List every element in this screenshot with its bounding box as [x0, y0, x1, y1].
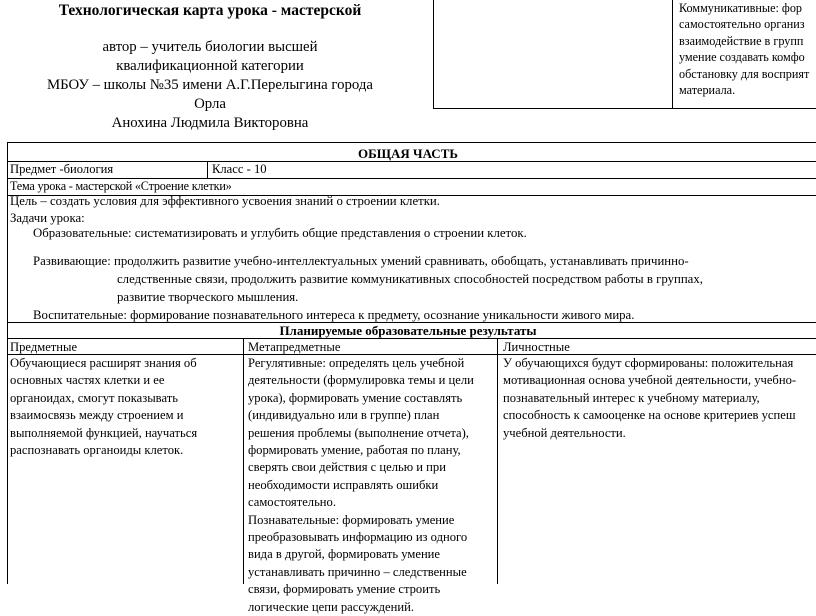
communicative-line: материала.	[679, 83, 736, 98]
developing-task-line: следственные связи, продолжить развитие коммуникативных способностей посредством работы в группах,	[117, 272, 703, 286]
communicative-line: взаимодействие в групп	[679, 33, 804, 48]
personal-results-line: способность к самооценке на основе критериев успеш	[503, 408, 796, 423]
subject-results	[10, 355, 197, 459]
meta-results	[248, 355, 474, 616]
communicative-line: Коммуникативные: фор	[679, 1, 803, 15]
meta-results-line: вида в другой, формировать умение	[248, 547, 441, 562]
topic-label: Тема урока - мастерской «Строение клетки»	[10, 179, 232, 193]
educational-task: Образовательные: систематизировать и углубить общие представления о строении клеток.	[33, 226, 527, 240]
developing-task-line: Развивающие: продолжить развитие учебно-интеллектуальных умений сравнивать, обобщать, устанавливать причинно-	[33, 254, 689, 268]
author-line: квалификационной категории	[116, 58, 304, 74]
meta-results-line: Познавательные: формировать умение	[248, 512, 455, 527]
meta-results-line: преобразовывать информацию из одного	[248, 530, 468, 545]
meta-results-line: решения проблемы (выполнение отчета),	[248, 425, 469, 440]
meta-results-line: деятельности (формулировка темы и цели	[248, 373, 474, 388]
subject-results-line: Обучающиеся расширят знания об	[10, 356, 197, 370]
table-border	[7, 142, 816, 143]
results-section-title: Планируемые образовательные результаты	[279, 323, 537, 338]
meta-results-line: Регулятивные: определять цель учебной	[248, 356, 465, 370]
communicative-line: умение создавать комфо	[679, 50, 805, 65]
column-header-subject: Предметные	[10, 340, 78, 354]
page-title: Технологическая карта урока - мастерской	[58, 2, 362, 19]
communicative-text	[679, 0, 816, 98]
top-box-empty-cell	[433, 0, 673, 109]
meta-results-line: (индивидуально или в группе) план	[248, 408, 440, 423]
table-border	[243, 338, 244, 584]
personal-results-line: познавательный интерес к учебному материалу,	[503, 390, 760, 405]
subject-results-line: основных частях клетки и ее	[10, 373, 165, 388]
communicative-line: обстановку для восприят	[679, 66, 810, 81]
meta-results-line: формировать умение, работая по плану,	[248, 443, 461, 458]
author-line: МБОУ – школы №35 имени А.Г.Перелыгина города	[47, 77, 373, 93]
personal-results-line: У обучающихся будут сформированы: положительная	[503, 356, 794, 370]
goal-text: Цель – создать условия для эффективного усвоения знаний о строении клетки.	[10, 194, 440, 208]
personal-results-line: учебной деятельности.	[503, 425, 626, 440]
column-header-meta: Метапредметные	[248, 340, 341, 354]
class-label: Класс - 10	[212, 162, 267, 176]
author-block	[0, 38, 420, 133]
communicative-line: самостоятельно организ	[679, 17, 805, 32]
tasks-label: Задачи урока:	[10, 211, 85, 225]
subject-label: Предмет -биология	[10, 162, 114, 176]
general-section-title: ОБЩАЯ ЧАСТЬ	[358, 146, 458, 161]
meta-results-line: урока), формировать умение составлять	[248, 390, 463, 405]
meta-results-line: самостоятельно.	[248, 495, 336, 510]
meta-results-line: связи, формировать умение строить	[248, 582, 441, 597]
author-line: Анохина Людмила Викторовна	[111, 115, 309, 131]
personal-results	[503, 355, 796, 442]
table-border	[497, 338, 498, 584]
meta-results-line: сверять свои действия с целью и при	[248, 460, 446, 475]
developing-task-line: развитие творческого мышления.	[117, 290, 299, 304]
author-line: Орла	[194, 96, 226, 112]
upbringing-task: Воспитательные: формирование познавательного интереса к предмету, осознание уникальности живого мира.	[33, 308, 635, 322]
subject-results-line: выполняемой функцией, научаться	[10, 425, 198, 440]
meta-results-line: логические цепи рассуждений.	[248, 599, 414, 614]
meta-results-line: необходимости исправлять ошибки	[248, 477, 439, 492]
column-header-personal: Личностные	[503, 340, 570, 354]
subject-results-line: органоидах, смогут показывать	[10, 390, 178, 405]
table-border	[207, 161, 208, 178]
subject-results-line: распознавать органоиды клеток.	[10, 443, 184, 458]
author-line: автор – учитель биологии высшей	[102, 39, 318, 55]
meta-results-line: устанавливать причинно – следственные	[248, 564, 467, 579]
subject-results-line: взаимосвязь между строением и	[10, 408, 184, 423]
personal-results-line: мотивационная основа учебной деятельности, учебно-	[503, 373, 797, 388]
table-border	[7, 142, 8, 584]
